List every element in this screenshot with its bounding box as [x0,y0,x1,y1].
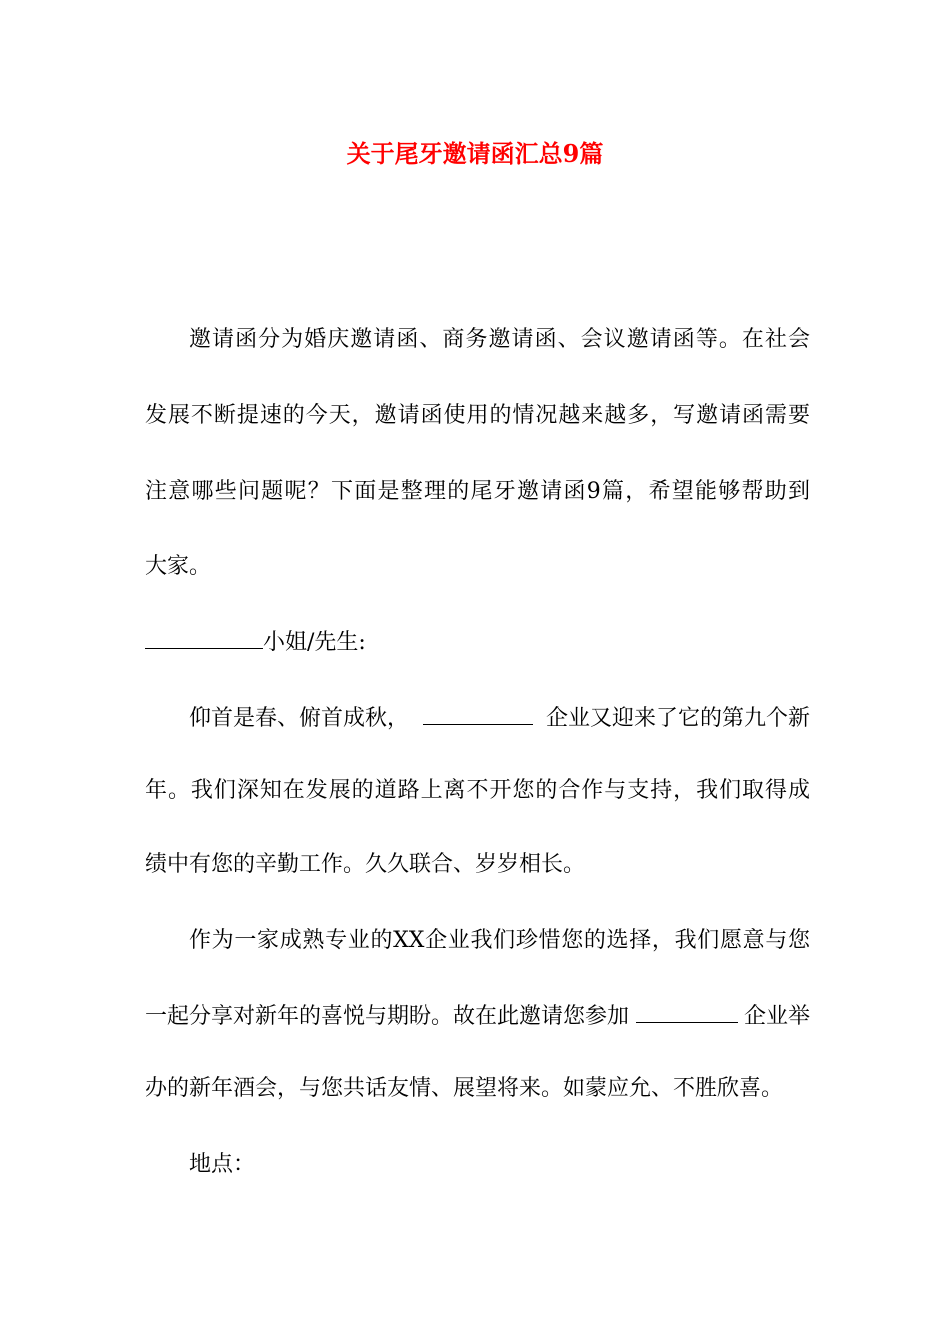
intro-line-1: 邀请函分为婚庆邀请函、商务邀请函、会议邀请函等。在社会 [189,327,810,352]
intro-line-2: 发展不断提速的今天，邀请函使用的情况越来越多，写邀请函需要 [145,403,810,428]
event-company-blank [636,1000,738,1023]
company-blank [423,702,533,725]
para2-line-2-start: 一起分享对新年的喜悦与期盼。故在此邀请您参加 [145,1004,630,1029]
para1-line-1 [189,702,810,734]
name-blank [145,626,263,649]
intro-line-4: 大家。 [145,554,212,579]
document-title: 关于尾牙邀请函汇总9篇 [346,139,604,168]
location-label: 地点： [189,1152,256,1177]
para2-line-2 [145,1000,810,1032]
intro-line-3: 注意哪些问题呢？下面是整理的尾牙邀请函9篇，希望能够帮助到 [145,479,810,504]
para2-line-2-end: 企业举 [743,1004,810,1029]
salutation-text: 小姐/先生: [263,630,366,655]
para2-line-1: 作为一家成熟专业的XX企业我们珍惜您的选择，我们愿意与您 [189,928,810,953]
para1-line-2: 年。我们深知在发展的道路上离不开您的合作与支持，我们取得成 [145,778,810,803]
para1-line-1-end: 企业又迎来了它的第九个新 [545,706,810,731]
para1-line-1-start: 仰首是春、俯首成秋， [189,706,410,731]
para1-line-3: 绩中有您的辛勤工作。久久联合、岁岁相长。 [145,852,586,877]
salutation-line [145,626,810,658]
para2-line-3: 办的新年酒会，与您共话友情、展望将来。如蒙应允、不胜欣喜。 [145,1076,784,1101]
